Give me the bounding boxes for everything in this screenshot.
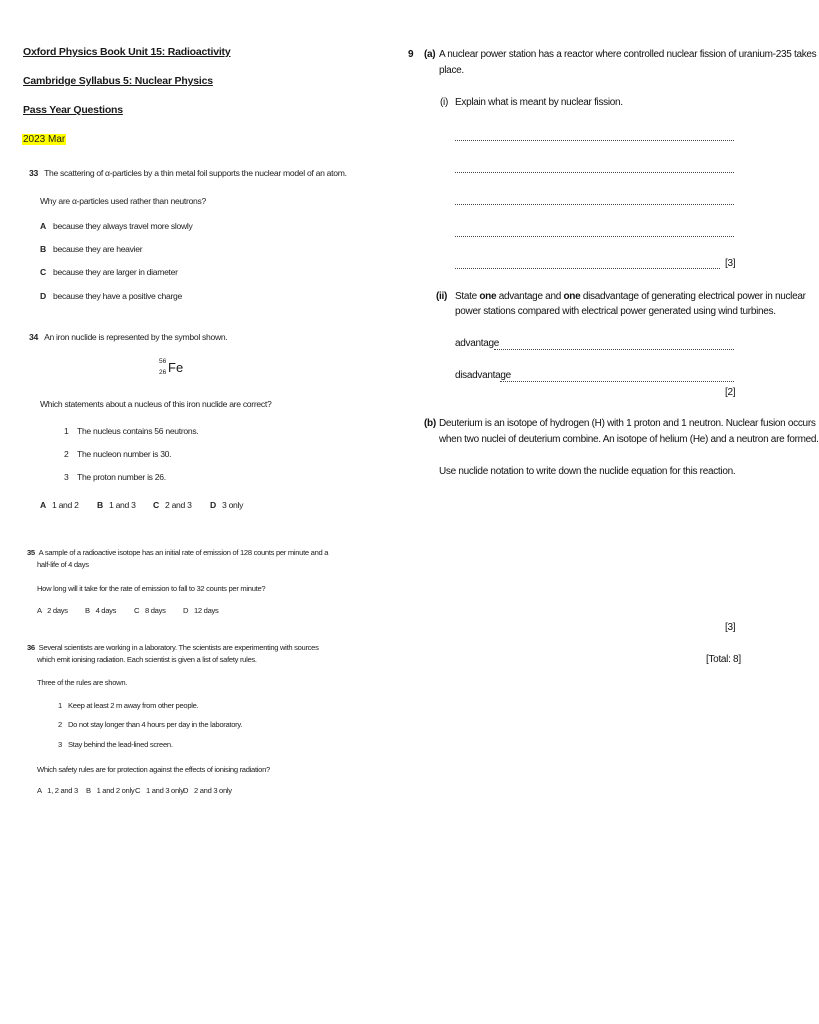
- advantage-label: advantage: [455, 338, 500, 349]
- answer-letter: B: [97, 500, 103, 510]
- option-33-c: [40, 267, 178, 277]
- answer-letter: A: [40, 500, 46, 510]
- question-35-stem-cont: half-life of 4 days: [37, 560, 89, 569]
- rule-36-2: [58, 720, 243, 729]
- answer-34-c: [153, 500, 192, 510]
- rule-36-3: [58, 740, 173, 749]
- answer-line[interactable]: [455, 172, 734, 173]
- marks-ii: [2]: [725, 387, 736, 398]
- answer-letter: C: [153, 500, 159, 510]
- question-stem: A sample of a radioactive isotope has an initial rate of emission of 128 counts per minute and a: [38, 548, 329, 557]
- statement-text: The nucleon number is 30.: [77, 449, 172, 459]
- part-ii-prompt-cont: power stations compared with electrical power generated using wind turbines.: [455, 306, 776, 317]
- marks-b: [3]: [725, 622, 736, 633]
- answer-letter: B: [86, 786, 91, 795]
- part-a-label: (a): [424, 49, 436, 60]
- answer-text: 3 only: [222, 500, 244, 510]
- question-34-prompt: Which statements about a nucleus of this iron nuclide are correct?: [40, 399, 272, 409]
- question-36-prompt: Which safety rules are for protection against the effects of ionising radiation?: [37, 765, 270, 774]
- question-33-prompt: Why are α-particles used rather than neutrons?: [40, 196, 206, 206]
- disadvantage-answer-line[interactable]: [500, 381, 734, 382]
- answer-letter: A: [37, 786, 42, 795]
- answer-text: 2 days: [47, 606, 68, 615]
- part-b-label: (b): [424, 418, 436, 429]
- answer-36-b: [86, 786, 134, 795]
- answer-text: 8 days: [145, 606, 166, 615]
- advantage-answer-line[interactable]: [494, 349, 734, 350]
- question-36-intro: Three of the rules are shown.: [37, 678, 128, 687]
- rule-text: Do not stay longer than 4 hours per day in the laboratory.: [68, 720, 243, 729]
- question-number: 35: [27, 548, 35, 557]
- nuclide-proton-number: 26: [159, 369, 167, 376]
- nuclide-mass-number: 56: [159, 358, 167, 365]
- option-33-a: [40, 221, 193, 231]
- part-a-stem: A nuclear power station has a reactor where controlled nuclear fission of uranium-235 takes: [439, 49, 817, 60]
- question-number: 34: [29, 332, 38, 342]
- question-35-prompt: How long will it take for the rate of emission to fall to 32 counts per minute?: [37, 584, 266, 593]
- option-letter: C: [40, 267, 46, 277]
- statement-text: The proton number is 26.: [77, 472, 166, 482]
- heading-book-unit: Oxford Physics Book Unit 15: Radioactivity: [23, 46, 231, 58]
- total-marks: [Total: 8]: [706, 654, 741, 665]
- answer-text: 2 and 3 only: [194, 786, 232, 795]
- statement-text: The nucleus contains 56 neutrons.: [77, 426, 199, 436]
- answer-line[interactable]: [455, 236, 734, 237]
- rule-36-1: [58, 701, 199, 710]
- answer-letter: B: [85, 606, 90, 615]
- answer-35-d: [183, 606, 219, 615]
- statement-34-2: [64, 449, 172, 459]
- prompt-text: State: [455, 291, 480, 302]
- option-33-b: [40, 244, 143, 254]
- statement-number: 2: [64, 449, 69, 459]
- part-b-stem-cont: when two nuclei of deuterium combine. An isotope of helium (He) and a neutron are formed.: [439, 434, 819, 445]
- question-9-number: 9: [408, 49, 414, 60]
- rule-text: Stay behind the lead-lined screen.: [68, 740, 173, 749]
- rule-number: 1: [58, 701, 62, 710]
- answer-letter: D: [183, 606, 189, 615]
- question-stem: The scattering of α-particles by a thin metal foil supports the nuclear model of an atom.: [44, 168, 347, 178]
- question-number: 33: [29, 168, 38, 178]
- option-letter: B: [40, 244, 46, 254]
- answer-letter: C: [135, 786, 141, 795]
- option-letter: D: [40, 291, 46, 301]
- prompt-text: advantage and: [496, 291, 564, 302]
- answer-34-a: [40, 500, 79, 510]
- answer-text: 2 and 3: [165, 500, 192, 510]
- answer-line[interactable]: [455, 204, 734, 205]
- answer-letter: A: [37, 606, 42, 615]
- answer-35-a: [37, 606, 68, 615]
- question-34: [29, 332, 227, 342]
- statement-number: 3: [64, 472, 69, 482]
- question-36-stem-cont: which emit ionising radiation. Each scientist is given a list of safety rules.: [37, 655, 257, 664]
- answer-letter: C: [134, 606, 140, 615]
- option-text: because they are heavier: [53, 244, 143, 254]
- question-stem: An iron nuclide is represented by the symbol shown.: [44, 332, 228, 342]
- heading-pass-year: Pass Year Questions: [23, 104, 123, 116]
- marks-i: [3]: [725, 258, 736, 269]
- nuclide-element-symbol: Fe: [168, 360, 184, 375]
- answer-text: 12 days: [194, 606, 219, 615]
- answer-line[interactable]: [455, 268, 720, 269]
- rule-number: 2: [58, 720, 62, 729]
- question-36: [27, 643, 319, 652]
- disadvantage-label: disadvantage: [455, 370, 511, 381]
- answer-text: 1 and 3 only: [146, 786, 184, 795]
- answer-34-d: [210, 500, 243, 510]
- answer-35-b: [85, 606, 116, 615]
- rule-text: Keep at least 2 m away from other people.: [68, 701, 199, 710]
- emphasis-one: one: [479, 291, 497, 302]
- answer-36-c: [135, 786, 184, 795]
- answer-text: 1 and 3: [109, 500, 136, 510]
- option-text: because they always travel more slowly: [53, 221, 193, 231]
- answer-35-c: [134, 606, 166, 615]
- question-33: [29, 168, 347, 178]
- part-b-stem: Deuterium is an isotope of hydrogen (H) with 1 proton and 1 neutron. Nuclear fusion occurs: [439, 418, 816, 429]
- part-ii-label: (ii): [436, 291, 448, 302]
- answer-36-d: [183, 786, 232, 795]
- part-ii-prompt: [455, 291, 806, 302]
- answer-34-b: [97, 500, 136, 510]
- statement-number: 1: [64, 426, 69, 436]
- option-text: because they have a positive charge: [53, 291, 183, 301]
- question-stem: Several scientists are working in a laboratory. The scientists are experimenting with sources: [38, 643, 319, 652]
- part-a-stem-cont: place.: [439, 65, 464, 76]
- answer-letter: D: [210, 500, 216, 510]
- answer-letter: D: [183, 786, 189, 795]
- option-text: because they are larger in diameter: [53, 267, 178, 277]
- question-35: [27, 548, 328, 557]
- answer-line[interactable]: [455, 140, 734, 141]
- answer-36-a: [37, 786, 78, 795]
- rule-number: 3: [58, 740, 62, 749]
- answer-text: 1, 2 and 3: [47, 786, 78, 795]
- part-i-label: (i): [440, 97, 448, 108]
- prompt-text: disadvantage of generating electrical power in nuclear: [580, 291, 806, 302]
- heading-syllabus: Cambridge Syllabus 5: Nuclear Physics: [23, 75, 213, 87]
- statement-34-1: [64, 426, 199, 436]
- answer-text: 4 days: [95, 606, 117, 615]
- option-33-d: [40, 291, 183, 301]
- answer-text: 1 and 2: [52, 500, 79, 510]
- emphasis-one: one: [563, 291, 581, 302]
- option-letter: A: [40, 221, 46, 231]
- question-number: 36: [27, 643, 35, 652]
- session-highlight: 2023 Mar: [23, 134, 66, 145]
- part-b-instruction: Use nuclide notation to write down the nuclide equation for this reaction.: [439, 466, 736, 477]
- statement-34-3: [64, 472, 166, 482]
- answer-text: 1 and 2 only: [96, 786, 135, 795]
- part-i-prompt: Explain what is meant by nuclear fission.: [455, 97, 623, 108]
